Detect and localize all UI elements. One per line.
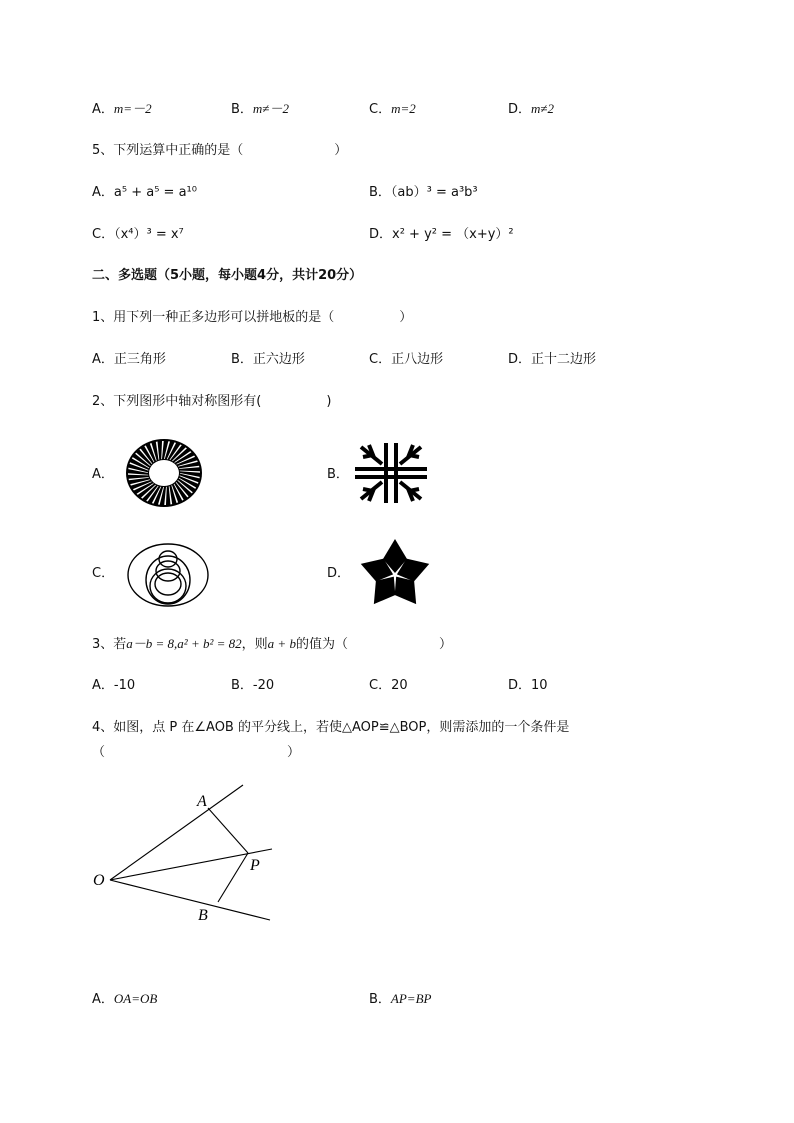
angle-bisector-figure	[88, 780, 283, 930]
point-label-p: P	[250, 857, 260, 874]
option-expr: m=－2	[113, 101, 152, 116]
q5-option-b: B．（ab）³ = a³b³	[369, 185, 478, 200]
mq2-option-b-label: B．	[327, 467, 349, 482]
mq2-option-c-label: C．	[92, 566, 115, 581]
option-letter: B．	[369, 992, 391, 1007]
point-label-o: O	[93, 872, 105, 889]
prev-option-d	[508, 101, 554, 118]
option-expr: AP=BP	[390, 991, 432, 1006]
mq4-option-b	[369, 991, 431, 1008]
mq4-option-a	[92, 991, 157, 1008]
mq3-option-b: B．-20	[231, 678, 275, 693]
mq1-option-b: B．正六边形	[231, 352, 305, 367]
mq4-stem-line2: （ ）	[92, 745, 301, 760]
option-letter: A．	[92, 992, 114, 1007]
radial-burst-figure	[124, 437, 204, 509]
q5-option-c: C．（x⁴）³ = x⁷	[92, 227, 184, 242]
q5-option-d: D．x² + y² = （x+y）²	[369, 227, 514, 242]
stem-text: 的值为（ ）	[295, 637, 452, 652]
point-label-b: B	[198, 907, 208, 924]
option-expr: OA=OB	[113, 991, 158, 1006]
mq1-option-a: A．正三角形	[92, 352, 166, 367]
mq2-option-a-label: A．	[92, 467, 114, 482]
mq4-stem: 4、如图，点 P 在∠AOB 的平分线上，若使△AOP≌△BOP，则需添加的一个条件是	[92, 720, 570, 735]
q5-stem: 5、下列运算中正确的是（ ）	[92, 143, 348, 158]
option-expr: m≠2	[531, 101, 555, 116]
stem-expr: a－b = 8,a² + b² = 82	[126, 636, 242, 651]
nested-circles-figure	[126, 542, 210, 608]
mq1-option-c: C．正八边形	[369, 352, 444, 367]
prev-option-c	[369, 101, 416, 118]
option-letter: B．	[231, 102, 253, 117]
mq2-stem: 2、下列图形中轴对称图形有( )	[92, 394, 332, 409]
section-title: 二、多选题（5小题，每小题4分，共计20分）	[92, 268, 363, 283]
prev-option-b	[231, 101, 289, 118]
prev-option-a	[92, 101, 152, 118]
stem-expr: a + b	[267, 636, 296, 651]
mq3-option-c: C．20	[369, 678, 408, 693]
option-letter: C．	[369, 102, 392, 117]
mq1-option-d: D．正十二边形	[508, 352, 597, 367]
snowflake-figure	[352, 441, 430, 505]
mq2-option-d-label: D．	[327, 566, 351, 581]
mq3-stem	[92, 636, 452, 653]
mq1-stem: 1、用下列一种正多边形可以拼地板的是（ ）	[92, 310, 413, 325]
option-expr: m≠－2	[252, 101, 289, 116]
option-letter: A．	[92, 102, 114, 117]
mq3-option-d: D．10	[508, 678, 548, 693]
option-letter: D．	[508, 102, 532, 117]
stem-text: ，则	[241, 637, 268, 652]
mq3-option-a: A．-10	[92, 678, 136, 693]
q5-option-a: A．a⁵ + a⁵ = a¹⁰	[92, 185, 197, 200]
star-figure	[353, 537, 437, 609]
point-label-a: A	[197, 793, 207, 810]
stem-text: 3、若	[92, 637, 127, 652]
option-expr: m=2	[391, 101, 416, 116]
